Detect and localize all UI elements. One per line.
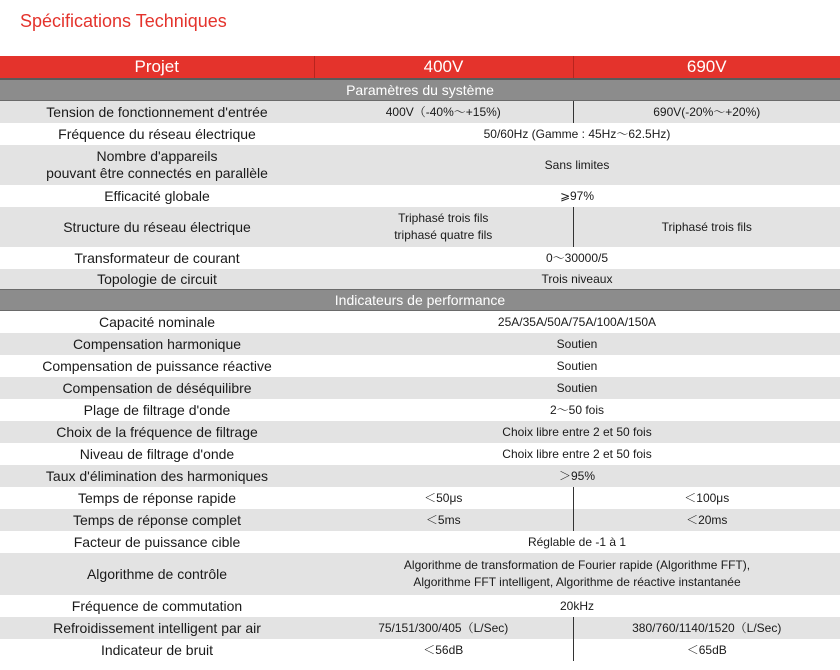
- table-row: [0, 355, 840, 377]
- row-value-400v: 75/151/300/405（L/Sec): [314, 617, 573, 639]
- row-value: ⩾97%: [314, 185, 840, 207]
- header-690v: 690V: [573, 56, 840, 79]
- row-value-690v: ＜65dB: [573, 639, 840, 661]
- row-label: Taux d'élimination des harmoniques: [0, 465, 314, 487]
- row-label: Fréquence de commutation: [0, 595, 314, 617]
- row-label: Fréquence du réseau électrique: [0, 123, 314, 145]
- table-row: [0, 123, 840, 145]
- table-row: [0, 399, 840, 421]
- row-label: Choix de la fréquence de filtrage: [0, 421, 314, 443]
- row-label: Facteur de puissance cible: [0, 531, 314, 553]
- header-400v: 400V: [314, 56, 573, 79]
- row-value: 50/60Hz (Gamme : 45Hz～62.5Hz): [314, 123, 840, 145]
- row-value-400v: [314, 207, 573, 247]
- row-value-line: triphasé quatre fils: [394, 227, 493, 242]
- table-row: [0, 333, 840, 355]
- table-row: [0, 595, 840, 617]
- row-value: 20kHz: [314, 595, 840, 617]
- row-value-400v: ＜50μs: [314, 487, 573, 509]
- section-row-system: [0, 79, 840, 101]
- row-value: Réglable de -1 à 1: [314, 531, 840, 553]
- table-row: [0, 443, 840, 465]
- table-row: [0, 145, 840, 185]
- row-label: Algorithme de contrôle: [0, 553, 314, 595]
- row-value-line: Algorithme de transformation de Fourier rapide (Algorithme FFT),: [403, 557, 751, 572]
- row-value: 2～50 fois: [314, 399, 840, 421]
- row-value-line: Triphasé trois fils: [398, 210, 489, 225]
- row-label: Compensation harmonique: [0, 333, 314, 355]
- row-value: Soutien: [314, 377, 840, 399]
- row-value: Trois niveaux: [314, 269, 840, 290]
- row-label: Compensation de puissance réactive: [0, 355, 314, 377]
- row-value: ＞95%: [314, 465, 840, 487]
- table-row: [0, 269, 840, 290]
- row-value-400v: 400V（-40%～+15%): [314, 101, 573, 123]
- row-value: Choix libre entre 2 et 50 fois: [314, 443, 840, 465]
- row-value-690v: ＜100μs: [573, 487, 840, 509]
- table-row: [0, 509, 840, 531]
- table-row: [0, 487, 840, 509]
- table-row: [0, 247, 840, 269]
- row-label: Tension de fonctionnement d'entrée: [0, 101, 314, 123]
- table-row: [0, 531, 840, 553]
- table-row: [0, 101, 840, 123]
- row-label: Efficacité globale: [0, 185, 314, 207]
- row-value: Soutien: [314, 355, 840, 377]
- table-row: [0, 377, 840, 399]
- specifications-table: [0, 56, 840, 661]
- row-value: Sans limites: [314, 145, 840, 185]
- section-title-system: Paramètres du système: [0, 79, 840, 101]
- row-value-690v: Triphasé trois fils: [573, 207, 840, 247]
- header-project: Projet: [0, 56, 314, 79]
- row-label: Temps de réponse complet: [0, 509, 314, 531]
- row-label: Capacité nominale: [0, 311, 314, 333]
- table-row: [0, 465, 840, 487]
- row-value-400v: ＜5ms: [314, 509, 573, 531]
- row-value-690v: 690V(-20%～+20%): [573, 101, 840, 123]
- row-label: Niveau de filtrage d'onde: [0, 443, 314, 465]
- table-header-row: [0, 56, 840, 79]
- row-label: Transformateur de courant: [0, 247, 314, 269]
- row-value: Choix libre entre 2 et 50 fois: [314, 421, 840, 443]
- table-row: [0, 311, 840, 333]
- row-label: Topologie de circuit: [0, 269, 314, 290]
- table-row: [0, 207, 840, 247]
- row-value-690v: ＜20ms: [573, 509, 840, 531]
- row-label: [0, 145, 314, 185]
- row-value: [314, 553, 840, 595]
- row-label-line: pouvant être connectés en parallèle: [46, 164, 268, 181]
- table-row: [0, 185, 840, 207]
- row-value: Soutien: [314, 333, 840, 355]
- row-value: 0～30000/5: [314, 247, 840, 269]
- section-row-performance: [0, 290, 840, 311]
- row-label: Compensation de déséquilibre: [0, 377, 314, 399]
- row-label: Refroidissement intelligent par air: [0, 617, 314, 639]
- row-value-690v: 380/760/1140/1520（L/Sec): [573, 617, 840, 639]
- table-row: [0, 639, 840, 661]
- row-label: Temps de réponse rapide: [0, 487, 314, 509]
- row-value-400v: ＜56dB: [314, 639, 573, 661]
- table-row: [0, 421, 840, 443]
- row-label: Indicateur de bruit: [0, 639, 314, 661]
- table-row: [0, 617, 840, 639]
- page-title: Spécifications Techniques: [20, 11, 227, 31]
- row-label: Structure du réseau électrique: [0, 207, 314, 247]
- row-label: Plage de filtrage d'onde: [0, 399, 314, 421]
- row-value-line: Algorithme FFT intelligent, Algorithme de réactive instantanée: [413, 574, 741, 589]
- row-label-line: Nombre d'appareils: [96, 147, 218, 164]
- row-value: 25A/35A/50A/75A/100A/150A: [314, 311, 840, 333]
- section-title-performance: Indicateurs de performance: [0, 290, 840, 311]
- table-row: [0, 553, 840, 595]
